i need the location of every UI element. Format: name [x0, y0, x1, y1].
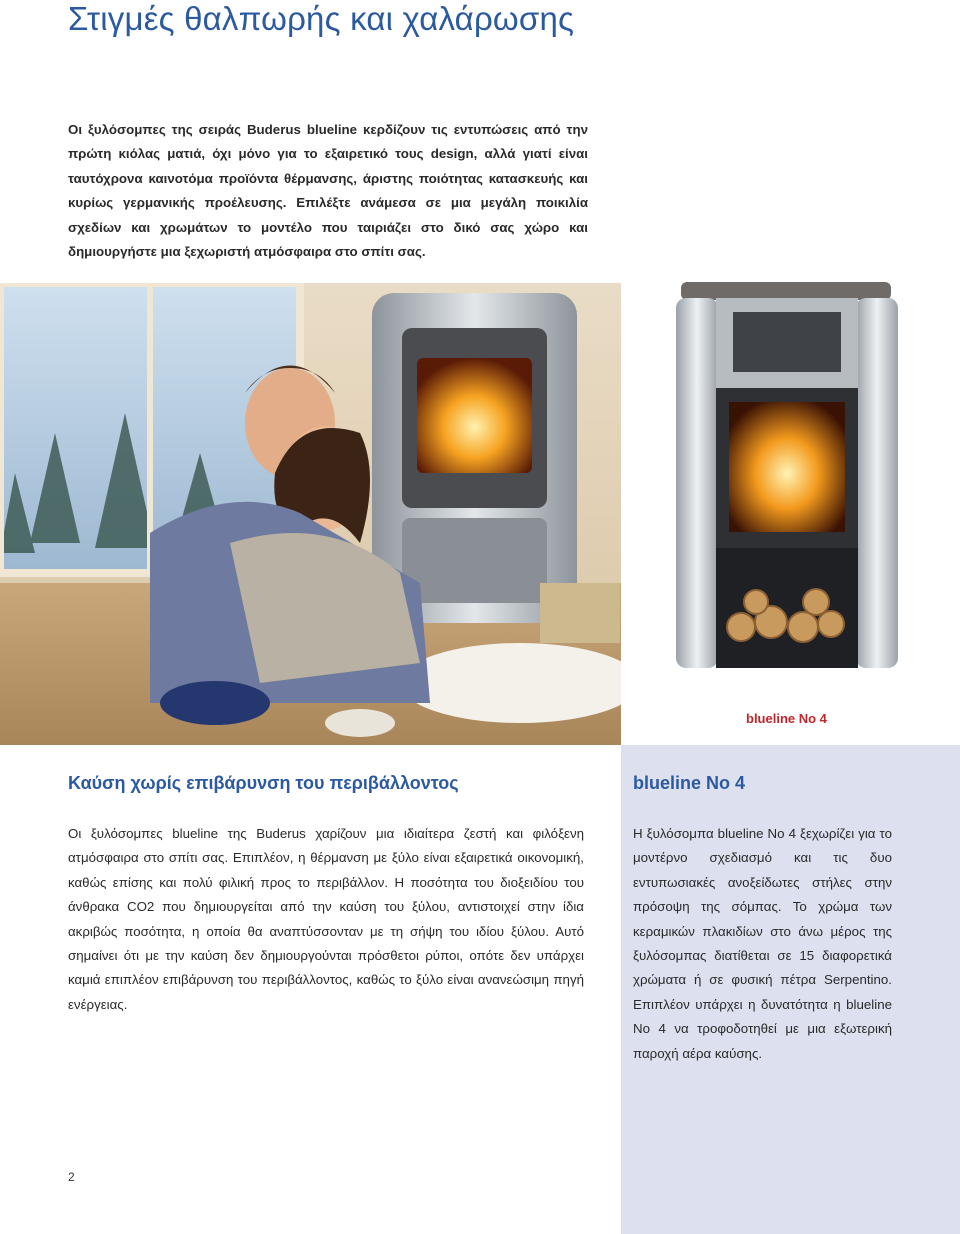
- page-title: Στιγμές θαλπωρής και χαλάρωσης: [68, 0, 575, 37]
- lifestyle-photo: [0, 283, 621, 745]
- page-number: 2: [68, 1170, 75, 1184]
- image-caption: blueline No 4: [746, 711, 827, 726]
- section-body: Οι ξυλόσομπες blueline της Buderus χαρίζουν μια ιδιαίτερα ζεστή και φιλόξενη ατμόσφαιρα στο σπίτι σας. Επιπλέον, η θέρμανση με ξύλο είναι εξαιρετικά οικονομική, καθώς επίσης και πολύ φιλική προς το περιβάλλον. Η ποσότητα του διοξειδίου του άνθρακα CO2 που δημιουργείται από την καύση του ξύλου, αντιστοιχεί στην ίδια ακριβώς ποσότητα, η οποία θα αναπτύσσονταν με τη σήψη του ιδίου ξύλου. Αυτό σημαίνει ότι με την καύση δεν δημιουργούνται πρόσθετοι ρύποι, οπότε δεν υπάρχει καμιά επιπλέον επιβάρυνση του περιβάλλοντος, καθώς το ξύλο είναι ανανεώσιμη πηγή ενέργειας.: [68, 826, 584, 1012]
- product-image-stove: [621, 272, 960, 745]
- intro-paragraph: Οι ξυλόσομπες της σειράς Buderus blueline κερδίζουν τις εντυπώσεις από την πρώτη κιόλας ματιά, όχι μόνο για το εξαιρετικό τους design, αλλά γιατί είναι ταυτόχρονα καινοτόμα προϊόντα θέρμανσης, άριστης ποιότητας κατασκευής και κυρίως γερμανικής προέλευσης. Επιλέξτε ανάμεσα σε μια μεγάλη ποικιλία σχεδίων και χρωμάτων το μοντέλο που ταιριάζει στο δικό σας χώρο και δημιουργήστε μια ξεχωριστή ατμόσφαιρα στο σπίτι σας.: [68, 122, 588, 260]
- section-heading: Καύση χωρίς επιβάρυνση του περιβάλλοντος: [68, 773, 459, 793]
- sidebar-body: Η ξυλόσομπα blueline No 4 ξεχωρίζει για το μοντέρνο σχεδιασμό και τις δυο εντυπωσιακές ανοξείδωτες στήλες στην πρόσοψη της σόμπας. Το χρώμα των κεραμικών πλακιδίων στο άνω μέρος της ξυλόσομπας διατίθεται σε 15 διαφορετικά χρώματα ή σε φυσική πέτρα Serpentino. Επιπλέον υπάρχει η δυνατότητα η blueline No 4 να τροφοδοτηθεί με μια εξωτερική παροχή αέρα καύσης.: [633, 826, 892, 1061]
- sidebar-heading: blueline No 4: [633, 773, 746, 793]
